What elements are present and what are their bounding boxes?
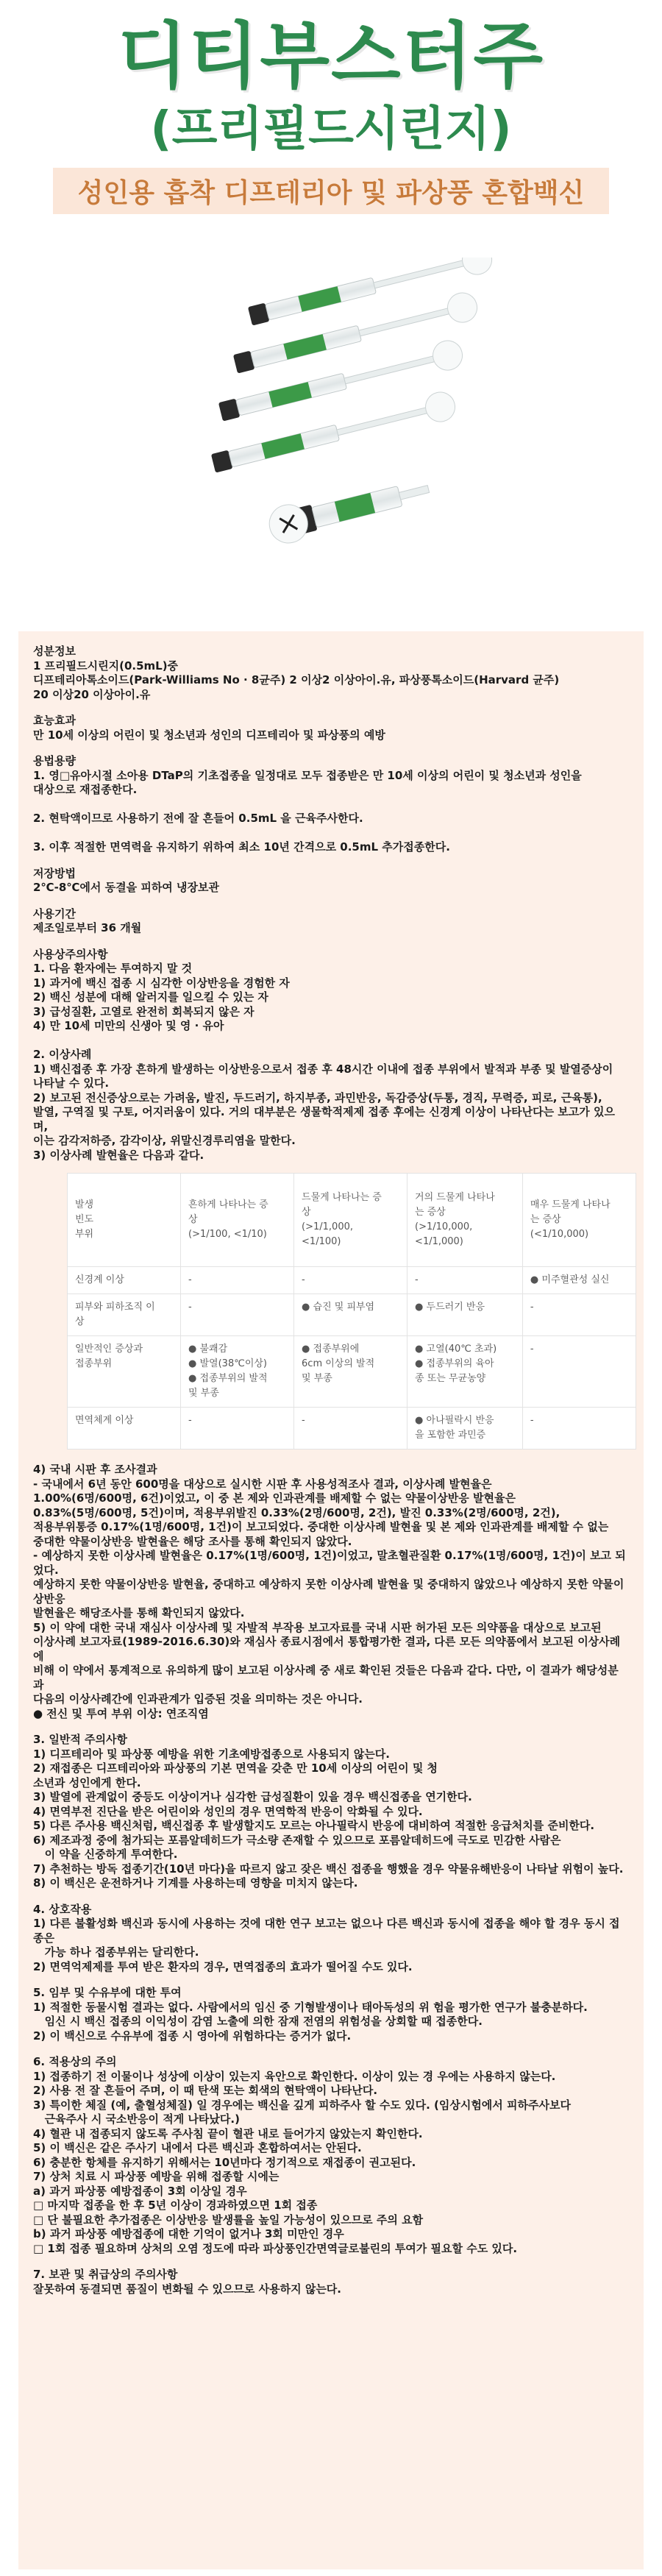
section-title: 저장방법 (33, 866, 76, 880)
cell-text: - (188, 1274, 192, 1285)
table-cell (181, 1408, 294, 1450)
table-header-cell (294, 1174, 407, 1267)
table-header-cell (407, 1174, 523, 1267)
table-cell (407, 1336, 523, 1408)
cell-text: 는 증상 (415, 1207, 446, 1218)
section-title: 효능효과 (33, 714, 76, 727)
text-line: 발열, 구역질 및 구토, 어지러움이 있다. 거의 대부분은 생물학적제제 접종 후에는 신경계 이상이 나타난다는 보고가 있으며, (33, 1105, 615, 1133)
text-line: 임신 시 백신 접종의 이익성이 감염 노출에 의한 잠재 전염의 위험성을 상회할 때 접종한다. (33, 2015, 483, 2028)
table-cell (407, 1294, 523, 1336)
cell-text: 는 증상 (530, 1214, 561, 1225)
section-interactions (33, 1903, 629, 1975)
text-line: - 국내에서 6년 동안 600명을 대상으로 실시한 시판 후 사용성적조사 결과, 이상사례 발현율은 (33, 1477, 492, 1491)
text-line: 소년과 성인에게 한다. (33, 1775, 141, 1789)
section-efficacy (33, 714, 629, 742)
section-title: 성분정보 (33, 645, 76, 658)
table-header-cell (68, 1174, 181, 1267)
text-line: 3) 특이한 체질 (예, 출혈성체질) 일 경우에는 백신을 깊게 피하주사 할 수도 있다. (임상시험에서 피하주사보다 (33, 2098, 571, 2112)
text-line: 이는 감각저하증, 감각이상, 위말신경루리염을 말한다. (33, 1134, 296, 1147)
text-line: 5) 이 약에 대한 국내 재심사 이상사례 및 자발적 부작용 보고자료를 국내 시판 허가된 모든 의약품을 대상으로 보고된 (33, 1620, 602, 1634)
cell-text: 흔하게 나타나는 증 (188, 1199, 268, 1210)
table-cell (407, 1267, 523, 1294)
text-line: - 예상하지 못한 이상사례 발현율은 0.17%(1명/600명, 1건)이었고, 말초혈관질환 0.17%(1명/600명, 1건)이 보고 되었다. (33, 1549, 626, 1577)
text-line: 나타날 수 있다. (33, 1076, 110, 1090)
product-subtitle: (프리필드시린지) (150, 102, 512, 157)
text-line: 비해 이 약에서 통계적으로 유의하게 많이 보고된 이상사례 중 새로 확인된 것들은 다음과 같다. 다만, 이 결과가 해당성분과 (33, 1664, 619, 1692)
text-line: 디프테리아톡소이드(Park-Williams No · 8균주) 2 이상2 이상아이.유, 파상풍톡소이드(Harvard 균주) (33, 673, 560, 686)
text-line: ● 전신 및 투여 부위 이상: 연조직염 (33, 1706, 209, 1720)
product-info-panel (18, 631, 644, 2569)
table-header-cell (181, 1174, 294, 1267)
table-row (68, 1267, 636, 1294)
text-line: a) 과거 파상풍 예방접종이 3회 이상일 경우 (33, 2184, 247, 2198)
cell-text: - (302, 1274, 305, 1285)
syringe-5 (266, 470, 433, 547)
text-line: 5) 이 백신은 같은 주사기 내에서 다른 백신과 혼합하여서는 안된다. (33, 2141, 362, 2154)
text-line: 근육주사 시 국소반응이 적게 나타났다.) (33, 2112, 240, 2126)
text-line: 2) 사용 전 잘 흔들어 주며, 이 때 탄색 또는 회색의 현탁액이 나타난다. (33, 2084, 378, 2097)
text-line: 1. 영□유아시절 소아용 DTaP의 기초접종을 일정대로 모두 접종받은 만 10세 이상의 어린이 및 청소년과 성인을 (33, 768, 582, 782)
text-line: 1.00%(6명/600명, 6건)이었고, 이 중 본 제와 인과관계를 배제할 수 없는 약물이상반응 발현율은 (33, 1491, 516, 1505)
text-line: 2. 이상사례 (33, 1048, 92, 1061)
product-tagline: 성인용 흡착 디프테리아 및 파상풍 혼합백신 (53, 168, 610, 214)
cell-text: 접종부위 (75, 1358, 113, 1369)
section-title: 사용상주의사항 (33, 947, 108, 961)
text-line: 2) 이 백신으로 수유부에 접종 시 영아에 위험하다는 증거가 없다. (33, 2029, 352, 2043)
table-header-row (68, 1174, 636, 1267)
hero (0, 0, 662, 633)
cell-text: - (302, 1415, 305, 1426)
text-line: 1. 다음 환자에는 투여하지 말 것 (33, 962, 193, 975)
text-line: 대상으로 재접종한다. (33, 783, 138, 796)
cell-text: 거의 드물게 나타나 (415, 1192, 495, 1203)
text-line (33, 1034, 629, 1049)
table-header-cell (522, 1174, 636, 1267)
text-line: 7) 추천하는 방독 접종기간(10년 마다)을 따르지 않고 잦은 백신 접종을 행했을 경우 약물유해반응이 나타날 위험이 높다. (33, 1862, 624, 1876)
cell-text: 일반적인 증상과 (75, 1344, 143, 1355)
section-title: 사용기간 (33, 906, 76, 920)
cell-text: (>1/100, <1/10) (188, 1229, 267, 1240)
section-period (33, 907, 629, 936)
text-line: 7) 상처 치료 시 파상풍 예방을 위해 접종할 시에는 (33, 2170, 280, 2183)
text-line: 4) 면역부전 진단을 받은 어린이와 성인의 경우 면역학적 반응이 악화될 수 있다. (33, 1804, 423, 1818)
cell-text: 신경계 이상 (75, 1274, 124, 1285)
section-handling (33, 2268, 629, 2296)
cell-text: ● 고열(40℃ 초과) (415, 1344, 497, 1355)
cell-text: ● 습진 및 피부염 (302, 1302, 375, 1313)
cell-text: 발생 (75, 1199, 94, 1210)
text-line: 1) 과거에 백신 접종 시 심각한 이상반응을 경험한 자 (33, 976, 290, 990)
cell-text: (<1/10,000) (530, 1229, 589, 1240)
table-cell (68, 1336, 181, 1408)
table-cell (522, 1336, 636, 1408)
cell-text: 매우 드물게 나타나 (530, 1199, 611, 1210)
table-cell (294, 1408, 407, 1450)
text-line (33, 826, 629, 841)
cell-text: 및 부종 (188, 1388, 219, 1399)
cell-text: <1/100) (302, 1236, 341, 1247)
cell-text: ● 아나필락시 반응 (415, 1415, 494, 1426)
section-application (33, 2055, 629, 2256)
text-line: 3. 이후 적절한 면역력을 유지하기 위하여 최소 10년 간격으로 0.5mL 추가접종한다. (33, 840, 450, 854)
section-composition (33, 645, 629, 702)
cell-text: ● 접종부위의 발적 (188, 1373, 268, 1384)
cell-text: 드물게 나타나는 증 (302, 1192, 382, 1203)
cell-text: 및 부종 (302, 1373, 332, 1384)
table-cell (522, 1294, 636, 1336)
text-line: 잘못하여 동결되면 품질이 변화될 수 있으므로 사용하지 않는다. (33, 2282, 341, 2296)
cell-text: - (188, 1415, 192, 1426)
text-line: 3) 급성질환, 고열로 완전히 회복되지 않은 자 (33, 1004, 255, 1018)
cell-text: - (188, 1302, 192, 1313)
cell-text: ● 미주혈관성 실신 (530, 1274, 610, 1285)
cell-text: - (530, 1344, 534, 1355)
text-line: 7. 보관 및 취급상의 주의사항 (33, 2268, 178, 2281)
text-line: 5. 임부 및 수유부에 대한 투여 (33, 1986, 182, 1999)
text-line: 4) 혈관 내 접종되지 않도록 주사침 끝이 혈관 내로 들어가지 않았는지 확인한다. (33, 2126, 423, 2140)
text-line: □ 단 불필요한 추가접종은 이상반응 발생률을 높일 가능성이 있으므로 주의 요함 (33, 2213, 424, 2226)
cell-text: 상 (75, 1316, 85, 1327)
text-line: 1) 다른 불활성화 백신과 동시에 사용하는 것에 대한 연구 보고는 없으나 다른 백신과 동시에 접종을 해야 할 경우 동시 접종은 (33, 1917, 620, 1945)
table-cell (68, 1267, 181, 1294)
cell-text: 종 또는 무균농양 (415, 1373, 486, 1384)
section-storage (33, 867, 629, 895)
text-line: 만 10세 이상의 어린이 및 청소년과 성인의 디프테리아 및 파상풍의 예방 (33, 728, 385, 742)
text-line: 2℃-8℃에서 동결을 피하여 냉장보관 (33, 881, 219, 894)
text-line: 다음의 이상사례간에 인과관계가 입증된 것을 의미하는 것은 아니다. (33, 1692, 363, 1706)
text-line: 8) 이 백신은 운전하거나 기계를 사용하는데 영향을 미치지 않는다. (33, 1876, 358, 1890)
cell-text: ● 접종부위의 육아 (415, 1358, 494, 1369)
text-line: 2) 재접종은 디프테리아와 파상풍의 기본 면역을 갖춘 만 10세 이상의 어린이 및 청 (33, 1761, 438, 1775)
table-cell (181, 1294, 294, 1336)
text-line: 1) 적절한 동물시험 결과는 없다. 사람에서의 임신 중 기형발생이나 태아독성의 위 험을 평가한 연구가 불충분하다. (33, 2000, 588, 2014)
table-cell (294, 1336, 407, 1408)
section-dosage (33, 754, 629, 855)
text-line: 4) 만 10세 미만의 신생아 및 영 · 유아 (33, 1019, 224, 1032)
section-pregnancy (33, 1986, 629, 2043)
table-cell (294, 1294, 407, 1336)
section-precautions (33, 948, 629, 1450)
text-line: 6. 적용상의 주의 (33, 2055, 117, 2068)
text-line (33, 798, 629, 812)
text-line: 2. 현탁액이므로 사용하기 전에 잘 흔들어 0.5mL 을 근육주사한다. (33, 812, 363, 825)
text-line: 적용부위통증 0.17%(1명/600명, 1건)이 보고되었다. 중대한 이상사례 발현율 및 본 제와 인과관계를 배제할 수 없는 (33, 1520, 609, 1533)
text-line: □ 마지막 접종을 한 후 5년 이상이 경과하였으면 1회 접종 (33, 2199, 318, 2212)
section-title: 용법용량 (33, 754, 76, 767)
cell-text: ● 발열(38℃이상) (188, 1358, 268, 1369)
text-line: 이 약을 신중하게 투여한다. (33, 1848, 178, 1861)
cell-text: (>1/10,000, (415, 1221, 473, 1232)
cell-text: - (415, 1274, 419, 1285)
syringe-illustration (0, 258, 662, 596)
text-line: 이상사례 보고자료(1989-2016.6.30)와 재심사 종료시점에서 통합평가한 결과, 다른 모든 의약품에서 보고된 이상사례에 (33, 1635, 621, 1663)
table-cell (407, 1408, 523, 1450)
text-line: 발현율은 해당조사를 통해 확인되지 않았다. (33, 1606, 245, 1619)
cell-text: 부위 (75, 1229, 94, 1240)
table-cell (68, 1294, 181, 1336)
cell-text: ● 두드러기 반응 (415, 1302, 485, 1313)
cell-text: 상 (188, 1214, 198, 1225)
text-line: 4. 상호작용 (33, 1902, 92, 1916)
table-cell (522, 1408, 636, 1450)
product-title: 디티부스터주 (117, 15, 544, 99)
text-line: 2) 백신 성분에 대해 알러지를 일으킬 수 있는 자 (33, 990, 268, 1004)
section-postmarket (33, 1463, 629, 1721)
cell-text: ● 불쾌감 (188, 1344, 228, 1355)
text-line: □ 1회 접종 필요하며 상처의 오염 정도에 따라 파상풍인간면역글로불린의 투여가 필요할 수도 있다. (33, 2241, 518, 2255)
table-cell (181, 1267, 294, 1294)
text-line: 1) 백신접종 후 가장 흔하게 발생하는 이상반응으로서 접종 후 48시간 이내에 접종 부위에서 발적과 부종 및 발열증상이 (33, 1062, 613, 1076)
table-row (68, 1408, 636, 1450)
cell-text: 빈도 (75, 1214, 94, 1225)
table-cell (522, 1267, 636, 1294)
adverse-event-table (67, 1173, 636, 1450)
cell-text: - (530, 1415, 534, 1426)
text-line: 2) 면역억제제를 투여 받은 환자의 경우, 면역접종의 효과가 떨어질 수도 있다. (33, 1959, 413, 1973)
text-line: 1) 접종하기 전 이물이나 성상에 이상이 있는지 육안으로 확인한다. 이상이 있는 경 우에는 사용하지 않는다. (33, 2069, 556, 2083)
text-line: b) 과거 파상풍 예방접종에 대한 기억이 없거나 3회 미만인 경우 (33, 2227, 344, 2240)
text-line: 가능 하나 접종부위는 달리한다. (33, 1945, 199, 1959)
table-cell (68, 1408, 181, 1450)
cell-text: 을 포함한 과민증 (415, 1430, 486, 1441)
text-line: 6) 충분한 항체를 유지하기 위해서는 10년마다 정기적으로 재접종이 권고된다. (33, 2155, 416, 2169)
cell-text: 피부와 피하조직 이 (75, 1302, 155, 1313)
text-line: 6) 제조과정 중에 첨가되는 포름알데히드가 극소량 존재할 수 있으므로 포름알데히드에 극도로 민감한 사람은 (33, 1833, 561, 1847)
text-line: 20 이상20 이상아이.유 (33, 687, 151, 701)
text-line: 3) 이상사례 발현율은 다음과 같다. (33, 1148, 204, 1162)
text-line: 3) 발열에 관계없이 중등도 이상이거나 심각한 급성질환이 있을 경우 백신접종을 연기한다. (33, 1790, 472, 1803)
cell-text: 면역체계 이상 (75, 1415, 134, 1426)
table-cell (181, 1336, 294, 1408)
table-row (68, 1336, 636, 1408)
text-line: 4) 국내 시판 후 조사결과 (33, 1463, 157, 1476)
section-general-precautions (33, 1733, 629, 1891)
text-line: 예상하지 못한 약물이상반응 발현율, 중대하고 예상하지 못한 이상사례 발현율 및 중대하지 않았으나 예상하지 못한 약물이상반응 (33, 1578, 624, 1605)
cell-text: - (530, 1302, 534, 1313)
table-row (68, 1294, 636, 1336)
text-line: 1) 디프테리아 및 파상풍 예방을 위한 기초예방접종으로 사용되지 않는다. (33, 1747, 390, 1761)
text-line: 제조일로부터 36 개월 (33, 921, 142, 934)
text-line: 0.83%(5명/600명, 5건)이며, 적용부위발진 0.33%(2명/600명, 2건), 발진 0.33%(2명/600명, 2건), (33, 1505, 560, 1519)
text-line: 1 프리필드시린지(0.5mL)중 (33, 659, 179, 673)
cell-text: 상 (302, 1207, 311, 1218)
cell-text: ● 접종부위에 (302, 1344, 360, 1355)
table-cell (294, 1267, 407, 1294)
cell-text: (>1/1,000, (302, 1221, 353, 1232)
cell-text: <1/1,000) (415, 1236, 463, 1247)
text-line: 중대한 약물이상반응 발현율은 해당 조사를 통해 확인되지 않았다. (33, 1534, 352, 1548)
cell-text: 6cm 이상의 발적 (302, 1358, 375, 1369)
text-line: 3. 일반적 주의사항 (33, 1733, 128, 1746)
text-line: 5) 다른 주사용 백신처럼, 백신접종 후 발생할지도 모르는 아나필락시 반응에 대비하여 적절한 응급처치를 준비한다. (33, 1819, 595, 1832)
text-line: 2) 보고된 전신증상으로는 가려움, 발진, 두드러기, 하지부종, 과민반응, 독감증상(두통, 경직, 무력증, 피로, 근육통), (33, 1090, 602, 1104)
